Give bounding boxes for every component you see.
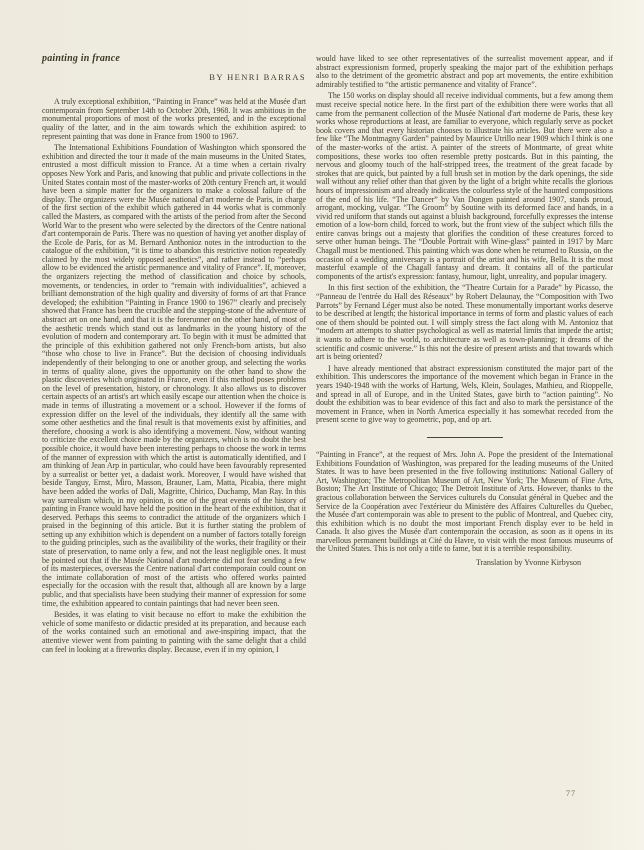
article-paragraph: I have already mentioned that abstract expressionism constituted the major part of the exhibition. This underscores the importance of the movement which began in France in the years 1940-1948 with the works of Hartung, Wels, Klein, Soulages, Mathieu, and Rioppelle, and spread in all of Europe, and in the United States, gave birth to “action painting”. No doubt the exhibition was to bear evidence of this fact and also to mark the persistance of the movement in France, when in North America especially it has somewhat receded from the present scene to give way to geometric, pop, and op art. [316, 363, 613, 425]
article-paragraph: The International Exhibitions Foundation of Washington which sponsored the exhibition and directed the tour it made of the main museums in the United States, entrusted a most difficult mission to France. At a time when a certain rivalry opposes New York and Paris, and knowing that public and private collections in the United States contain most of the master-works of 20th century French art, it would have been a simple matter for the organizers to make a colossal failure of the display. The organizers were the Musée national d'art moderne de Paris, in charge of the first section of the exhibit which gathered in 44 works what is commonly called the Masters, as compared with the artists of the period from after the Second World War to the present who were selected by the directors of the Centre national d'art contemporain de Paris. There was no question of having yet another display of the Ecole de Paris, for as M. Bernard Anthonioz notes in the introduction to the catalogue of the exhibition, “it is time to abandon this restrictive notion repeatedly claimed by the most widely opposed aesthetics”, and rather instead to “perhaps allow to be evidenced the artistic permanence and vitality of France”. If, moreover, the organizers rejecting the method of classification and choice by schools, movements, or tendencies, in order to “remain with individualities”, achieved a brilliant demonstration of the high quality and diversity of forms of art that France developed; the exhibition “Painting in France 1900 to 1967” clearly and precisely showed that France has been the crucible and the stepping-stone of the adventure of abstract art on one hand, and that it is the forerunner on the other hand, of most of the aesthetic trends which stand out as landmarks in the young history of the evolution of modern and contemporary art. To begin with it must be admitted that the principle of this exhibition gathered not only French-born artists, but also “those who chose to live in France”. But the decision of choosing individuals independently of their belonging to one or another group, and selecting the works in terms of quality alone, gives the opportunity on the other hand to show the plastic discoveries which originated in France, even if this method poses problems on the level of presentation, history, or chronology. It also allows us to discover certain aspects of an artist's art which easily escape our attention when the choice is made in terms of illustrating a movement or a school. However if the forms of expression differ on the level of the individuals, they identify all the same with some other aesthetics and the final result is that movements exist by affinities, and therefore, choosing a work is also identifying a movement. Now, without wanting to criticize the excellent choice made by the organizers, which is no doubt the best possible choice, it would have been interesting perhaps to choose the work in terms of the manner of expression with which the artist is automatically identified, and I am thinking of Jean Arp in particular, who could have been favourably represented by a surrealist or better yet, a dadaist work. Moreover, I would have wished that beside Tanguy, Ernst, Miro, Masson, Brauner, Lam, Matta, Picabia, there might have been added the works of Dali, Magritte, Chirico, Duchamp, Man Ray. In this way surrealism which, in my opinion, is one of the great events of the history of painting in France would have held the position in the heart of the exhibition, that it deserved. Perhaps this seems to contradict the attitude of the organizers which I praised in the beginning of this article. But it is further stating the problem of setting up any exhibition which is dependent on a number of factors totally foreign to the guiding principles, such as the availibility of the works, their fragility or their state of preservation, to name only a few, and not the least negligible ones. It must be pointed out that if the Musée National d'art moderne did not fear sending a few of its masterpieces, overseas the Centre national d'art contemporain could count on the intimate collaboration of most of the artists who offered works painted especially for the occasion with the result that, although all are known by a large public, and that specialists have been studying their manner of expression for some time, the exhibition appeared to contain paintings that had never been seen. [42, 143, 306, 608]
article-byline: BY HENRI BARRAS [209, 71, 306, 82]
article-paragraph: A truly exceptional exhibition, “Painting in France” was held at the Musée d'art contemporain from September 14th to October 20th, 1968. It was ambitious in the monumental proportions of most of the works presented, and in the exceptional quality of the latter, and in the aim towards which the exhibition aspired: to represent painting that was done in France from 1900 to 1967. [42, 97, 306, 141]
page-number: 77 [566, 789, 576, 798]
footer-note-paragraph: “Painting in France”, at the request of Mrs. John A. Pope the president of the International Exhibitions Foundation of Washington, was prepared for the leading museums of the United States. It was to have been presented in the five following institutions: National Gallery of Art, Washington; The Metropolitan Museum of Art, New York; The Museum of Fine Arts, Boston; The Art Institute of Chicago; The Detroit Institute of Arts. However, thanks to the gracious collaboration between the Services culturels du Consulat général in Quebec and the Service de la Coopération avec l'extérieur du Ministère des Affaires Culturelles du Quebec, the Musée d'art contemporain was able to present to the public of Montreal, and Quebec city, this exhibition which is no doubt the most important French display ever to be held in Canada. It also gives the Musée d'art contemporain the occasion, as soon as it opens in its marvellous permanent buildings at Cité du Havre, to visit with the most famous museums of the United States. This is not only a title to fame, but it is a terrible responsibility. [316, 449, 613, 554]
article-paragraph: In this first section of the exhibition, the “Theatre Curtain for a Parade” by Picasso, the “Panneau de l'entrée du Hall des Réseaux” by Robert Delaunay, the “Composition with Two Parrots” by Fernand Léger must also be noted. These monumentally important works deserve to be described at length; the historical importance in terms of form and plastic values of each one of them should be pointed out. I will simply stress the fact along with M. Antonioz that “modern art attempts to shatter psychological as well as material limits that impede the artist; it wants to adhere to the world, to architecture as well as town-planning; it dreams of the scientific and cosmic universe.” Is this not the desire of present artists and that towards which art is being oriented? [316, 283, 613, 362]
article-title: painting in france [42, 53, 121, 64]
right-column [316, 55, 613, 568]
article-paragraph-continuation: would have liked to see other representatives of the surrealist movement appear, and if abstract expressionism formed, properly speaking the major part of the exhibition perhaps also to the detriment of the geometric abstract and pop art movements, the entire exhibition admirably testified to “the artistic permanence and vitality of France”. [316, 54, 613, 89]
translation-credit: Translation by Yvonne Kirbyson [475, 558, 581, 568]
section-divider [427, 437, 503, 438]
article-paragraph: Besides, it was elating to visit because no effort to make the exhibition the vehicle of some manifesto or didactic presided at its preparation, and because each of the works contained such an emotional and awe-inspiring impact, that the attentive viewer went from painting to painting with the same delight that a child can feel in looking at a fireworks display. Because, even if in my opinion, I [42, 610, 306, 654]
article-paragraph: The 150 works on display should all receive individual comments, but a few among them must receive special notice here. In the first part of the exhibition there were works that all came from the permanent collection of the Musée National d'art moderne de Paris, these key works whose reproductions at least, are familiar to everyone, which regularly serve as pocket book covers and that every historian chooses to illustrate his articles. But there were also a few like “The Montmagny Garden” painted by Maurice Utrillo near 1909 which I think is one of the master-works of the artist. A painter of the streets of Montmarte, of great white compositions, these works too often resemble pretty postcards. But in this painting, the nervous and gloomy touch of the half-stripped trees, the treatment of the great facade by strokes that are quick, but painted by a full brush set in motion by the dark openings, the side wall without any relief other than that given by the light of a bright white recalls the glorious hours of impressionism and already indicates the colourless style of the haunted compositions of the end of his life. “The Dancer” by Van Dongen painted around 1907, stands proud, arrogant, mocking, vulgar. “The Groom” by Soutine with its deformed face and hands, in a vivid red uniform that stands out against a bluish background, forcefully expresses the intense emotion of a low-born child, forced to work, but the front view of the subject which fills the entire canvas brings out a majesty that glorifies the condition of these creatures forced to serve other human beings. The “Double Portrait with Wine-glass” painted in 1917 by Marc Chagall must be mentioned. This painting which was done when he returned to Russia, on the occasion of a wedding anniversary is a portrait of the artist and his wife, Bella. It is the most masterful example of the Chagall fantasy and dream. It contains all of the particular components of the artist's expression: fantasy, humour, light, unreality, and popular imagery. [316, 91, 613, 281]
left-column [42, 55, 306, 657]
